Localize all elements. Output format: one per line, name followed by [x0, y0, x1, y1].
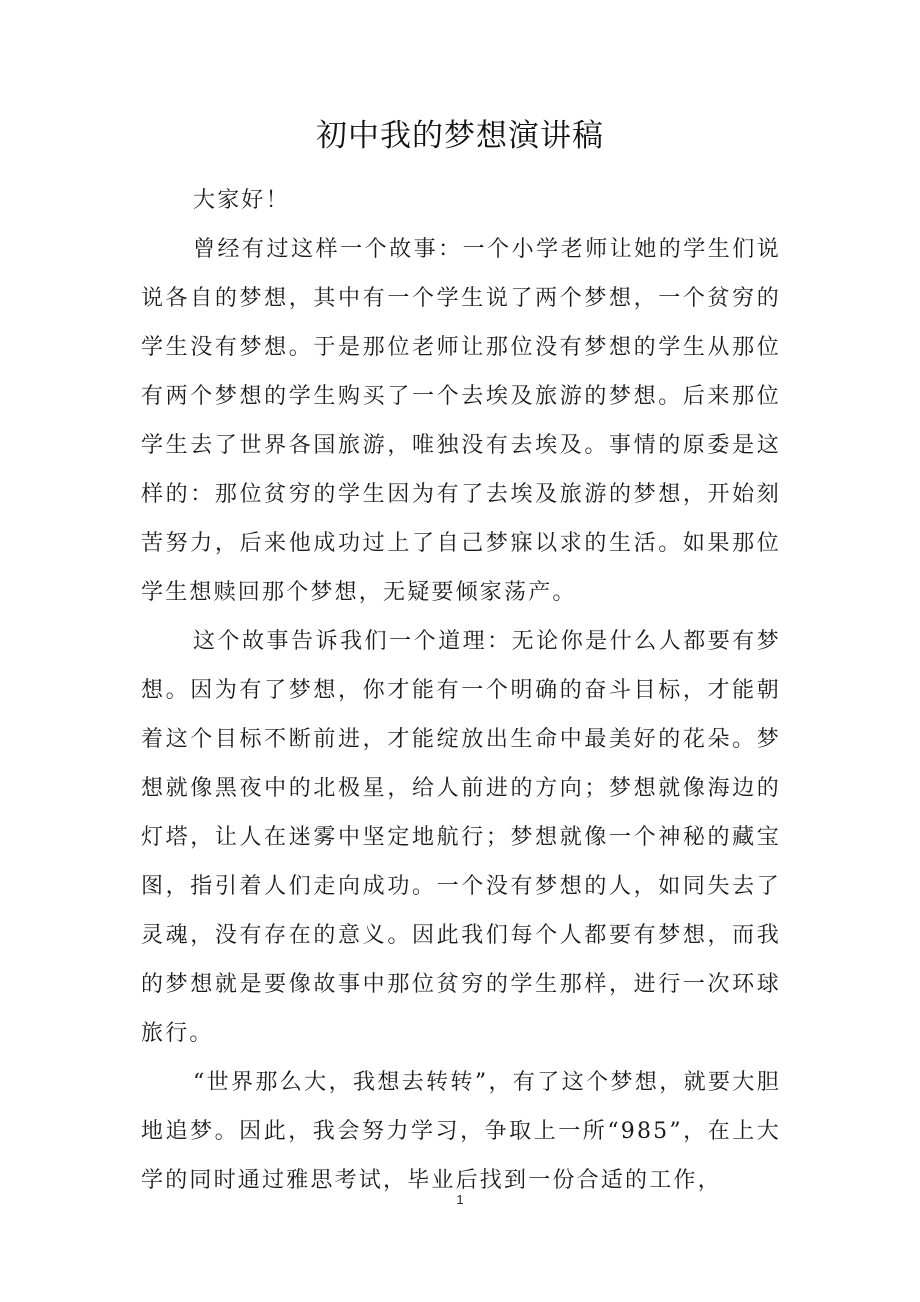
page-number: 1: [456, 1192, 464, 1207]
document-body: [141, 176, 781, 1205]
paragraph-plan: “世界那么大，我想去转转”，有了这个梦想，就要大胆地追梦。因此，我会努力学习，争取上一所“985”，在上大学的同时通过雅思考试，毕业后找到一份合适的工作，: [141, 1070, 781, 1193]
paragraph-greeting: 大家好！: [193, 188, 290, 213]
paragraph-story: 曾经有过这样一个故事：一个小学老师让她的学生们说说各自的梦想，其中有一个学生说了两个梦想，一个贫穷的学生没有梦想。于是那位老师让那位没有梦想的学生从那位有两个梦想的学生购买了一个去埃及旅游的梦想。后来那位学生去了世界各国旅游，唯独没有去埃及。事情的原委是这样的：那位贫穷的学生因为有了去埃及旅游的梦想，开始刻苦努力，后来他成功过上了自己梦寐以求的生活。如果那位学生想赎回那个梦想，无疑要倾家荡产。: [141, 237, 781, 605]
document-title: 初中我的梦想演讲稿: [316, 118, 604, 154]
paragraph-lesson: 这个故事告诉我们一个道理：无论你是什么人都要有梦想。因为有了梦想，你才能有一个明确的奋斗目标，才能朝着这个目标不断前进，才能绽放出生命中最美好的花朵。梦想就像黑夜中的北极星，给人前进的方向；梦想就像海边的灯塔，让人在迷雾中坚定地航行；梦想就像一个神秘的藏宝图，指引着人们走向成功。一个没有梦想的人，如同失去了灵魂，没有存在的意义。因此我们每个人都要有梦想，而我的梦想就是要像故事中那位贫穷的学生那样，进行一次环球旅行。: [141, 629, 781, 1046]
